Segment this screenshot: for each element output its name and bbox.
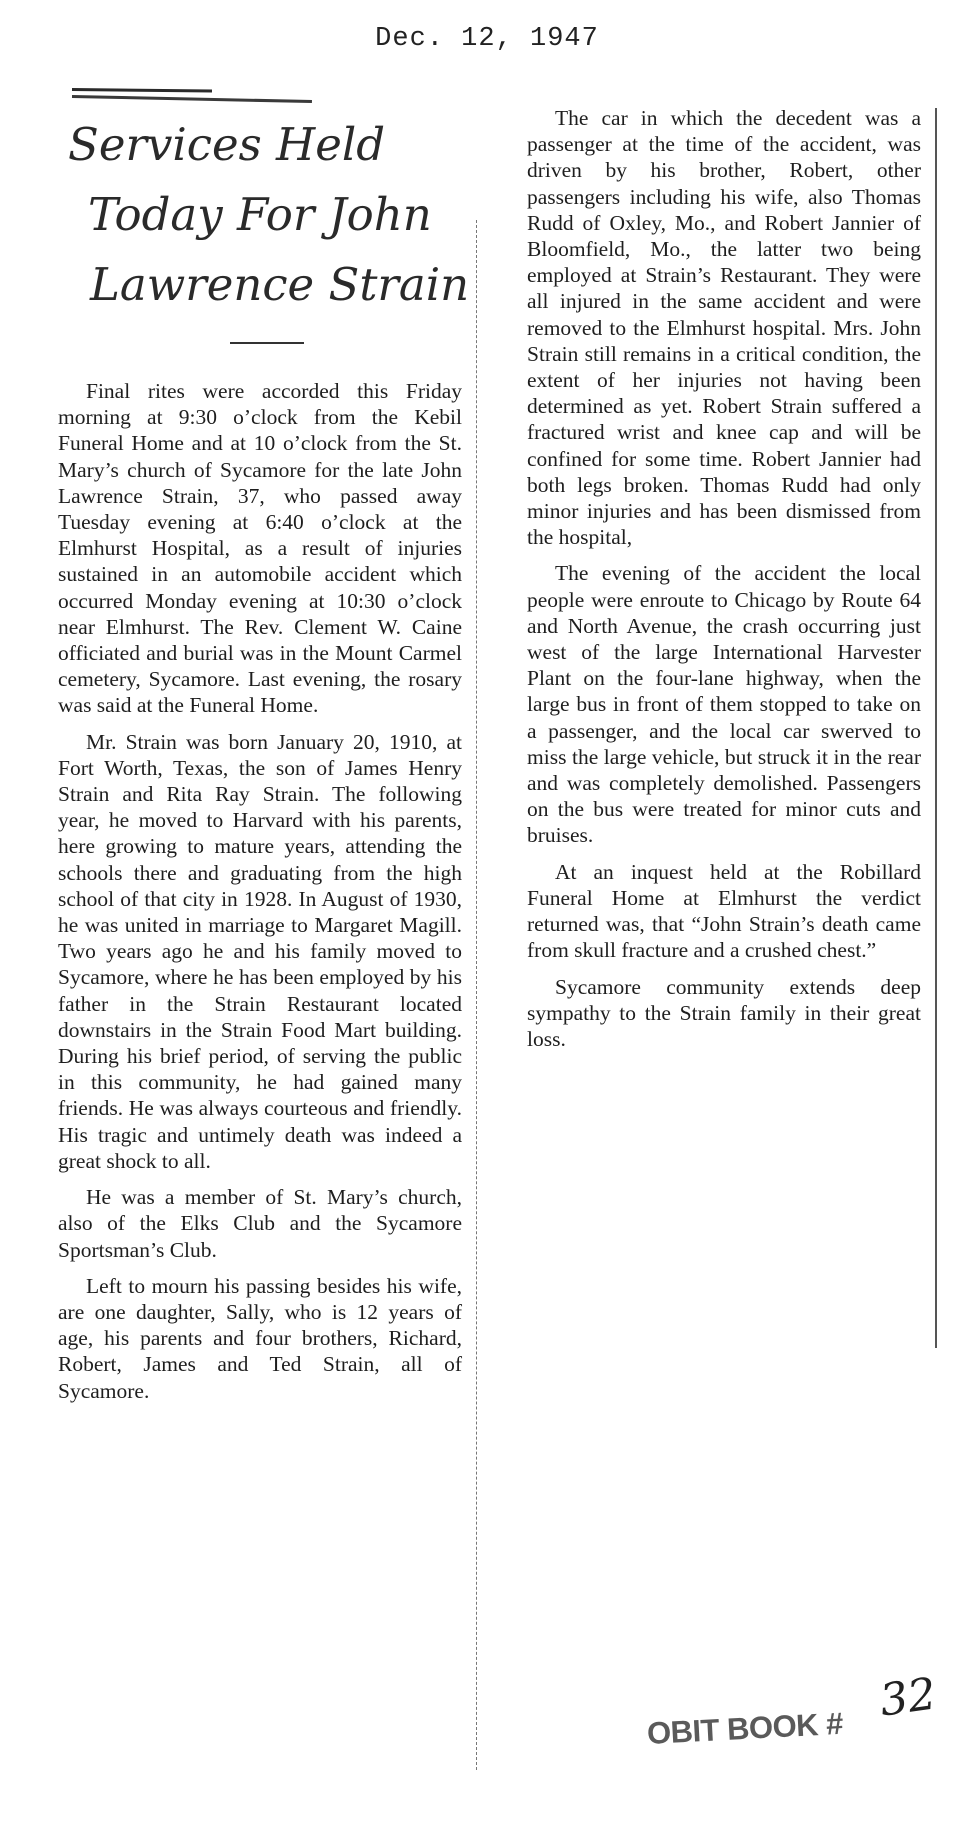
paragraph: Sycamore community extends deep sympathy to the Strain family in their great loss. bbox=[527, 974, 921, 1051]
headline-line-1: Services Held bbox=[68, 118, 386, 171]
paragraph: Final rites were accorded this Friday morning at 9:30 o’clock from the Kebil Funeral Home and at 10 o’clock from the St. Mary’s church of Sycamore for the late John Lawrence Strain, 37, who passed away Tuesday evening at 6:40 o’clock at the Elmhurst Hospital, as a result of injuries sustained in an automobile accident which occurred Monday evening at 10:30 o’clock near Elmhurst. The Rev. Clement W. Caine officiated and burial was in the Mount Carmel cemetery, Sycamore. Last evening, the rosary was said at the Funeral Home. bbox=[58, 379, 462, 718]
column-divider-left bbox=[476, 220, 478, 1770]
paragraph: At an inquest held at the Robillard Funeral Home at Elmhurst the verdict returned was, that “John Strain’s death came from skull fracture and a crushed chest.” bbox=[527, 859, 921, 963]
paragraph: Mr. Strain was born January 20, 1910, at Fort Worth, Texas, the son of James Henry Strain and Rita Ray Strain. The following year, he moved to Harvard with his parents, here growing to mature years, attending the schools there and graduating from the high school of that city in 1928. In August of 1930, he was united in marriage to Margaret Magill. Two years ago he and his family moved to Sycamore, where he has been employed by his father in the Strain Restaurant located downstairs in the Strain Food Mart building. During his brief period, of serving the public in this community, he had gained many friends. He was always courteous and friendly. His tragic and untimely death was indeed a great shock to all. bbox=[58, 729, 462, 1173]
clipping-date: Dec. 12, 1947 bbox=[375, 24, 599, 54]
top-rule bbox=[72, 88, 212, 92]
article-column-right bbox=[527, 105, 921, 1062]
column-divider-right bbox=[935, 108, 938, 1348]
paragraph: The car in which the decedent was a passenger at the time of the accident, was driven by his brother, Robert, other passengers including his wife, also Thomas Rudd of Oxley, Mo., and Robert Jannier of Bloomfield, Mo., the latter two being employed at Strain’s Restaurant. They were all injured in the same accident and were removed to the Elmhurst hospital. Mrs. John Strain still remains in a critical condition, the extent of her injuries not having been determined as yet. Robert Strain suffered a fractured wrist and knee cap and will be confined for some time. Robert Jannier had both legs broken. Thomas Rudd had only minor injuries and has been dismissed from the hospital, bbox=[527, 106, 921, 550]
headline-line-3: Lawrence Strain bbox=[90, 258, 470, 311]
obit-book-stamp: OBIT BOOK # bbox=[646, 1705, 844, 1752]
paragraph: Left to mourn his passing besides his wife, are one daughter, Sally, who is 12 years of age, his parents and four brothers, Richard, Robert, James and Ted Strain, all of Sycamore. bbox=[58, 1273, 462, 1403]
headline bbox=[62, 110, 482, 320]
article-column-left bbox=[58, 378, 462, 1414]
headline-divider bbox=[230, 342, 304, 344]
headline-line-2: Today For John bbox=[88, 188, 432, 241]
paragraph: The evening of the accident the local people were enroute to Chicago by Route 64 and North Avenue, the crash occurring just west of the large International Harvester Plant on the four-lane highway, when the large bus in front of them stopped to take on a passenger, and the local car swerved to miss the large vehicle, but struck it in the rear and was completely demolished. Passengers on the bus were treated for minor cuts and bruises. bbox=[527, 561, 921, 848]
paragraph: He was a member of St. Mary’s church, also of the Elks Club and the Sycamore Sportsman’s Club. bbox=[58, 1185, 462, 1262]
obit-book-number: 32 bbox=[876, 1668, 940, 1727]
top-rule-secondary bbox=[72, 95, 312, 103]
